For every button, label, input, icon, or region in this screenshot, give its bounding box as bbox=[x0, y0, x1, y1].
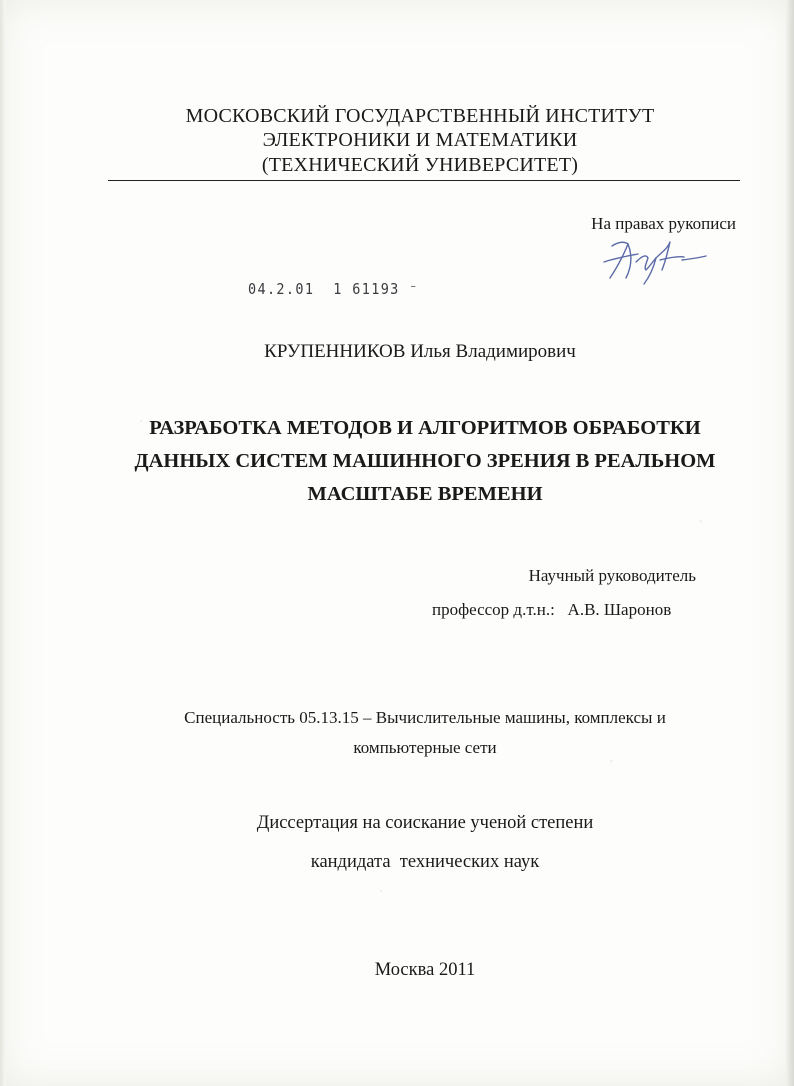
title-line-3: МАСШТАБЕ ВРЕМЕНИ bbox=[307, 483, 543, 505]
city-year: Москва 2011 bbox=[374, 960, 476, 980]
degree-line-2: кандидата технических наук bbox=[310, 852, 540, 872]
page-edge-right bbox=[786, 0, 794, 1086]
advisor-name: профессор д.т.н.: А.В. Шаронов bbox=[432, 600, 672, 619]
manuscript-rights-note: На правах рукописи bbox=[591, 214, 736, 233]
archive-stamp-number: 04.2.01 1 61193 ⁻ bbox=[248, 280, 419, 298]
degree-line-1: Диссертация на соискание ученой степени bbox=[256, 813, 594, 833]
paper-speck bbox=[380, 890, 382, 892]
institute-name-line-2: ЭЛЕКТРОНИКИ И МАТЕМАТИКИ bbox=[262, 129, 578, 151]
header-divider bbox=[108, 180, 740, 181]
page-edge-left bbox=[0, 0, 6, 1086]
institute-name-line-1: МОСКОВСКИЙ ГОСУДАРСТВЕННЫЙ ИНСТИТУТ bbox=[185, 105, 655, 127]
title-line-2: ДАННЫХ СИСТЕМ МАШИННОГО ЗРЕНИЯ В РЕАЛЬНОМ bbox=[134, 450, 716, 472]
degree-statement bbox=[100, 804, 750, 882]
specialty-line-2: компьютерные сети bbox=[353, 738, 497, 757]
advisor-role: Научный руководитель bbox=[528, 566, 696, 585]
signature-icon bbox=[598, 232, 710, 288]
specialty-line-1: Специальность 05.13.15 – Вычислительные машины, комплексы и bbox=[184, 708, 666, 727]
specialty bbox=[100, 703, 750, 763]
title-line-1: РАЗРАБОТКА МЕТОДОВ И АЛГОРИТМОВ ОБРАБОТКИ bbox=[149, 417, 701, 439]
institute-name-line-3: (ТЕХНИЧЕСКИЙ УНИВЕРСИТЕТ) bbox=[261, 154, 579, 176]
paper-speck bbox=[700, 520, 702, 523]
dissertation-title bbox=[100, 412, 750, 511]
author-name: КРУПЕННИКОВ Илья Владимирович bbox=[264, 341, 576, 362]
